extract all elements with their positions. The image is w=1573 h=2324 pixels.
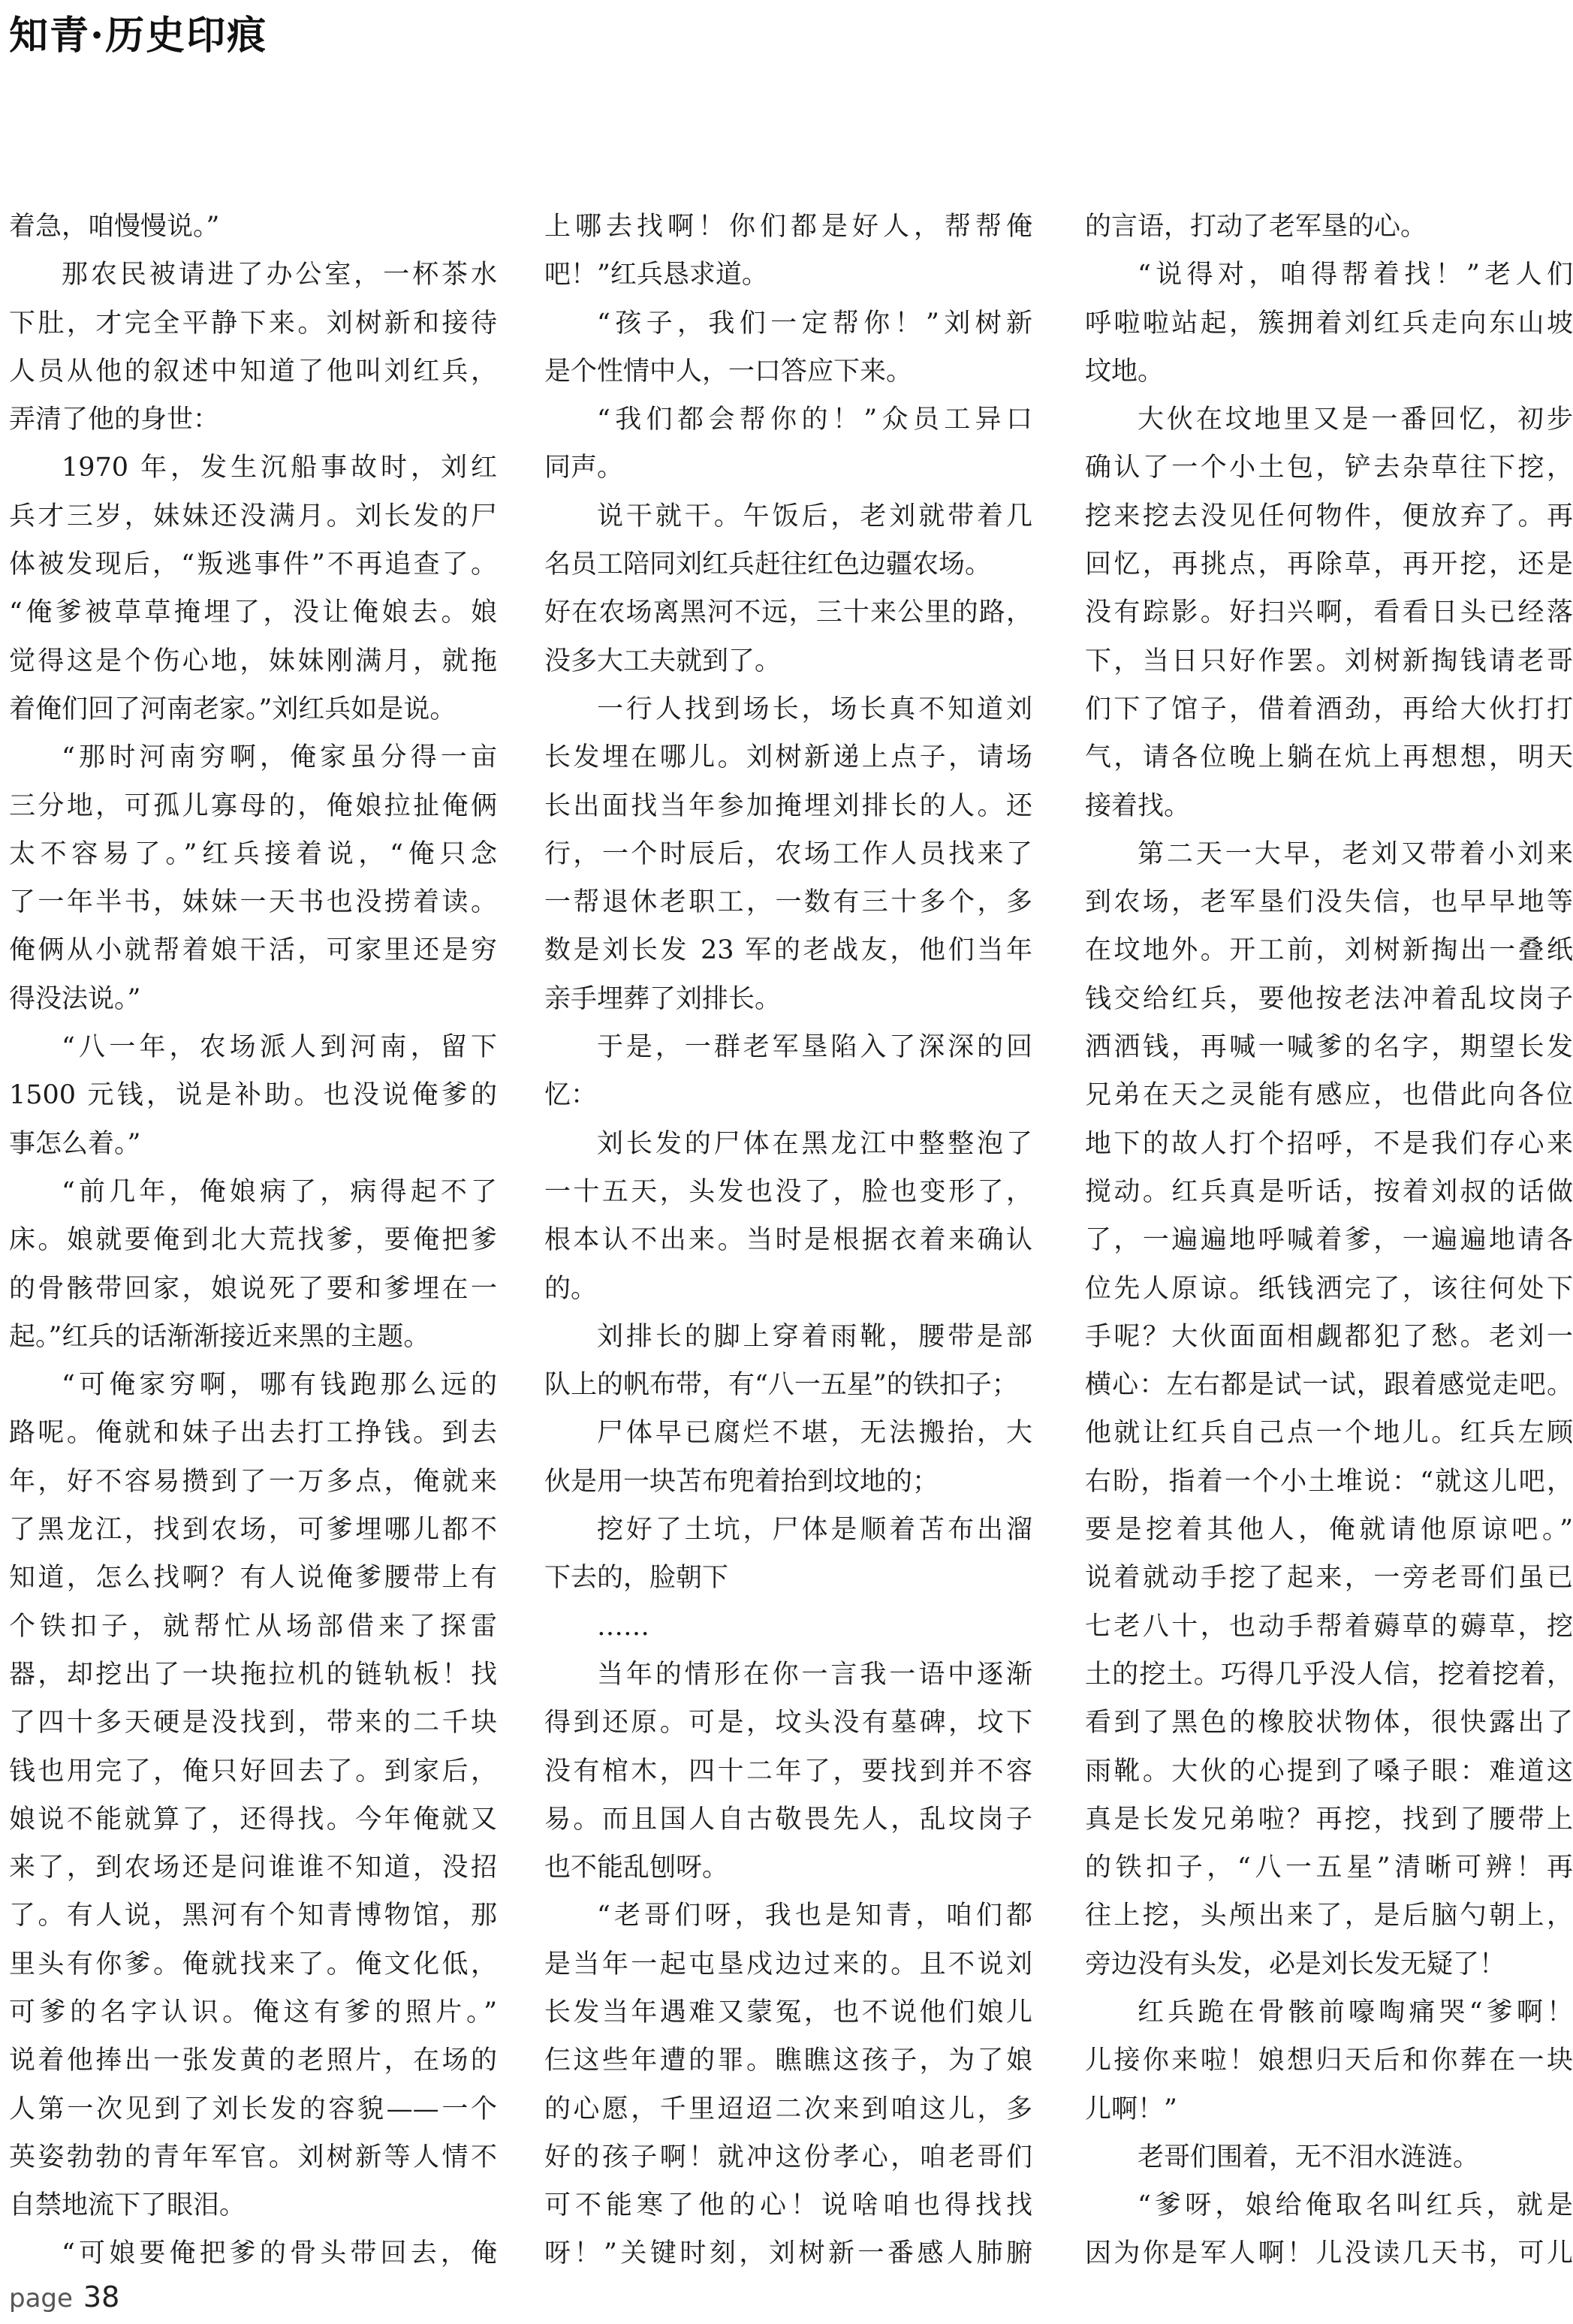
text-line: 地下的故人打个招呼，不是我们存心来 [1085,1128,1573,1159]
text-line: 长发埋在哪儿。刘树新递上点子，请场 [544,742,1032,773]
text-line: 到农场，老军垦们没失信，也早早地等 [1085,887,1573,918]
text-line: “老哥们呀，我也是知青，咱们都 [597,1901,1032,1931]
text-line: 下肚，才完全平静下来。刘树新和接待 [9,308,497,339]
text-line: 老哥们围着，无不泪水涟涟。 [1138,2142,1480,2172]
text-line: 钱也用完了，俺只好回去了。到家后， [9,1756,497,1787]
text-line: “可俺家穷啊，哪有钱跑那么远的 [62,1370,497,1401]
text-line: “爹呀，娘给俺取名叫红兵，就是 [1138,2190,1573,2221]
text-line: 体被发现后，“叛逃事件”不再追查了。 [9,549,497,580]
running-header [9,6,267,66]
text-line: 土的挖土。巧得几乎没人信，挖着挖着， [1085,1659,1573,1690]
text-line: 没有棺木，四十二年了，要找到并不容 [544,1756,1032,1787]
text-line: 路呢。俺就和妹子出去打工挣钱。到去 [9,1418,497,1449]
text-line: “八一年，农场派人到河南，留下 [62,1032,497,1063]
text-line: 旁边没有头发，必是刘长发无疑了！ [1085,1949,1506,1979]
text-line: 了。有人说，黑河有个知青博物馆，那 [9,1901,497,1931]
text-line: 他就让红兵自己点一个地儿。红兵左顾 [1085,1418,1573,1449]
text-line: 知道，怎么找啊？有人说俺爹腰带上有 [9,1563,497,1594]
text-line: 那农民被请进了办公室，一杯茶水 [62,260,497,290]
text-line: “说得对，咱得帮着找！”老人们 [1138,260,1573,290]
text-line: 了，一遍遍地呼喊着爹，一遍遍地请各 [1085,1225,1573,1256]
text-line: 的心愿，千里迢迢二次来到咱这儿，多 [544,2094,1032,2124]
text-line: 英姿勃勃的青年军官。刘树新等人情不 [9,2142,497,2172]
text-line: 觉得这是个伤心地，妹妹刚满月，就拖 [9,646,497,676]
text-line: 第二天一大早，老刘又带着小刘来 [1138,838,1573,869]
text-line: 是个性情中人，一口答应下来。 [544,356,913,387]
text-line: 数是刘长发 23 军的老战友，他们当年 [544,935,1032,966]
text-line: 看到了黑色的橡胶状物体，很快露出了 [1085,1708,1573,1738]
text-line: 了黑龙江，找到农场，可爹埋哪儿都不 [9,1515,497,1546]
text-line: “那时河南穷啊，俺家虽分得一亩 [62,742,497,773]
text-line: 兵才三岁，妹妹还没满月。刘长发的尸 [9,501,497,531]
text-line: 伙是用一块苫布兜着抬到坟地的； [544,1466,939,1497]
text-line: 的铁扣子，“八一五星”清晰可辨！再 [1085,1853,1573,1883]
text-line: 根本认不出来。当时是根据衣着来确认 [544,1225,1032,1256]
text-line: 长发当年遇难又蒙冤，也不说他们娘儿 [544,1997,1032,2027]
text-line: 往上挖，头颅出来了，是后脑勺朝上， [1085,1901,1573,1931]
text-line: 大伙在坟地里又是一番回忆，初步 [1138,405,1573,435]
text-line: 太不容易了。”红兵接着说，“俺只念 [9,838,497,869]
text-line: “可娘要俺把爹的骨头带回去，俺 [62,2238,497,2269]
text-line: 事怎么着。” [9,1128,141,1159]
text-line: “前几年，俺娘病了，病得起不了 [62,1176,497,1207]
text-line: 当年的情形在你一言我一语中逐渐 [597,1659,1032,1690]
text-line: 忆： [544,1080,598,1111]
text-line: 兄弟在天之灵能有感应，也借此向各位 [1085,1080,1573,1111]
text-line: 人员从他的叙述中知道了他叫刘红兵， [9,356,497,387]
text-line: 年，好不容易攒到了一万多点，俺就来 [9,1466,497,1497]
text-line: 名员工陪同刘红兵赶往红色边疆农场。 [544,549,992,580]
text-line: 也不能乱刨呀。 [544,1853,729,1883]
text-line: 雨靴。大伙的心提到了嗓子眼：难道这 [1085,1756,1573,1787]
text-line: 没多大工夫就到了。 [544,646,782,676]
text-line: 了一年半书，妹妹一天书也没捞着读。 [9,887,497,918]
text-line: 挖好了土坑，尸体是顺着苫布出溜 [597,1515,1032,1546]
text-line: 在坟地外。开工前，刘树新掏出一叠纸 [1085,935,1573,966]
text-line: 1970 年，发生沉船事故时，刘红 [62,453,497,483]
text-line: 好在农场离黑河不远，三十来公里的路， [544,598,1032,628]
text-line: 的骨骸带回家，娘说死了要和爹埋在一 [9,1273,497,1304]
text-line: 呀！”关键时刻，刘树新一番感人肺腑 [544,2238,1032,2269]
section-title: 知青·历史印痕 [9,13,268,59]
text-line: 没有踪影。好扫兴啊，看看日头已经落 [1085,598,1573,628]
page-footer [9,2280,119,2318]
text-line: 器，却挖出了一块拖拉机的链轨板！找 [9,1659,497,1690]
text-line: 可不能寒了他的心！说啥咱也得找找 [544,2190,1032,2221]
text-line: 娘说不能就算了，还得找。今年俺就又 [9,1804,497,1835]
text-line: 着俺们回了河南老家。”刘红兵如是说。 [9,694,457,724]
text-line: “孩子，我们一定帮你！”刘树新 [597,308,1032,339]
text-line: 儿接你来啦！娘想归天后和你葬在一块 [1085,2046,1573,2076]
text-line: 说着他捧出一张发黄的老照片，在场的 [9,2046,497,2076]
text-line: 刘排长的脚上穿着雨靴，腰带是部 [597,1321,1032,1352]
page-label: page [9,2283,73,2313]
text-line: 队上的帆布带，有“八一五星”的铁扣子； [544,1370,1018,1401]
text-line: 坟地。 [1085,356,1165,387]
text-line: 要是挖着其他人，俺就请他原谅吧。” [1085,1515,1573,1546]
text-line: 的言语，打动了老军垦的心。 [1085,212,1427,242]
text-line: 红兵跪在骨骸前嚎啕痛哭“爹啊！ [1138,1997,1573,2027]
text-line: 一十五天，头发也没了，脸也变形了， [544,1176,1032,1207]
text-line: 下去的，脸朝下 [544,1563,729,1594]
text-line: 真是长发兄弟啦？再挖，找到了腰带上 [1085,1804,1573,1835]
text-line: 行，一个时辰后，农场工作人员找来了 [544,838,1032,869]
text-line: 得到还原。可是，坟头没有墓碑，坟下 [544,1708,1032,1738]
text-line: …… [597,1611,649,1642]
text-line: 接着找。 [1085,790,1191,821]
page-number: 38 [83,2280,120,2313]
text-line: 下，当日只好作罢。刘树新掏钱请老哥 [1085,646,1573,676]
text-line: 易。而且国人自古敬畏先人，乱坟岗子 [544,1804,1032,1835]
text-line: 说着就动手挖了起来，一旁老哥们虽已 [1085,1563,1573,1594]
text-line: 呼啦啦站起，簇拥着刘红兵走向东山坡 [1085,308,1573,339]
text-line: 起。”红兵的话渐渐接近来黑的主题。 [9,1321,430,1352]
text-line: 确认了一个小土包，铲去杂草往下挖， [1085,453,1573,483]
text-line: “俺爹被草草掩埋了，没让俺娘去。娘 [9,598,497,628]
text-line: 了四十多天硬是没找到，带来的二千块 [9,1708,497,1738]
text-line: 可爹的名字认识。俺这有爹的照片。” [9,1997,497,2027]
text-line: 1500 元钱，说是补助。也没说俺爹的 [9,1080,497,1111]
text-line: 三分地，可孤儿寡母的，俺娘拉扯俺俩 [9,790,497,821]
text-line: 刘长发的尸体在黑龙江中整整泡了 [597,1128,1032,1159]
text-line: 回忆，再挑点，再除草，再开挖，还是 [1085,549,1573,580]
text-line: 得没法说。” [9,983,141,1014]
text-line: 横心：左右都是试一试，跟着感觉走吧。 [1085,1370,1573,1401]
text-line: 挖来挖去没见任何物件，便放弃了。再 [1085,501,1573,531]
text-line: 一帮退休老职工，一数有三十多个，多 [544,887,1032,918]
text-line: 自禁地流下了眼泪。 [9,2190,246,2221]
text-line: 搅动。红兵真是听话，按着刘叔的话做 [1085,1176,1573,1207]
text-line: “我们都会帮你的！”众员工异口 [597,405,1032,435]
text-line: 洒洒钱，再喊一喊爹的名字，期望长发 [1085,1032,1573,1063]
text-line: 吧！”红兵恳求道。 [544,260,768,290]
text-line: 是当年一起屯垦戍边过来的。且不说刘 [544,1949,1032,1979]
text-line: 七老八十，也动手帮着薅草的薅草，挖 [1085,1611,1573,1642]
text-line: 右盼，指着一个小土堆说：“就这儿吧， [1085,1466,1573,1497]
text-line: 亲手埋葬了刘排长。 [544,983,782,1014]
text-line: 弄清了他的身世： [9,405,220,435]
text-column-2 [544,203,1032,2274]
article-body [9,203,1573,2274]
text-line: 仨这些年遭的罪。瞧瞧这孩子，为了娘 [544,2046,1032,2076]
text-line: 气，请各位晚上躺在炕上再想想，明天 [1085,742,1573,773]
text-column-3 [1085,203,1573,2274]
text-line: 长出面找当年参加掩埋刘排长的人。还 [544,790,1032,821]
text-line: 俺俩从小就帮着娘干活，可家里还是穷 [9,935,497,966]
text-line: 尸体早已腐烂不堪，无法搬抬，大 [597,1418,1032,1449]
text-line: 里头有你爹。俺就找来了。俺文化低， [9,1949,497,1979]
text-column-1 [9,203,497,2274]
text-line: 手呢？大伙面面相觑都犯了愁。老刘一 [1085,1321,1573,1352]
text-line: 好的孩子啊！就冲这份孝心，咱老哥们 [544,2142,1032,2172]
text-line: 说干就干。午饭后，老刘就带着几 [597,501,1032,531]
text-line: 因为你是军人啊！儿没读几天书，可儿 [1085,2238,1573,2269]
text-line: 同声。 [544,453,624,483]
text-line: 来了，到农场还是问谁谁不知道，没招 [9,1853,497,1883]
text-line: 一行人找到场长，场长真不知道刘 [597,694,1032,724]
text-line: 上哪去找啊！你们都是好人，帮帮俺 [544,212,1032,242]
text-line: 床。娘就要俺到北大荒找爹，要俺把爹 [9,1225,497,1256]
text-line: 个铁扣子，就帮忙从场部借来了探雷 [9,1611,497,1642]
text-line: 们下了馆子，借着酒劲，再给大伙打打 [1085,694,1573,724]
text-line: 钱交给红兵，要他按老法冲着乱坟岗子 [1085,983,1573,1014]
text-line: 的。 [544,1273,598,1304]
text-line: 儿啊！” [1085,2094,1177,2124]
text-line: 位先人原谅。纸钱洒完了，该往何处下 [1085,1273,1573,1304]
text-line: 于是，一群老军垦陷入了深深的回 [597,1032,1032,1063]
text-line: 人第一次见到了刘长发的容貌——一个 [9,2094,497,2124]
text-line: 着急，咱慢慢说。” [9,212,220,242]
